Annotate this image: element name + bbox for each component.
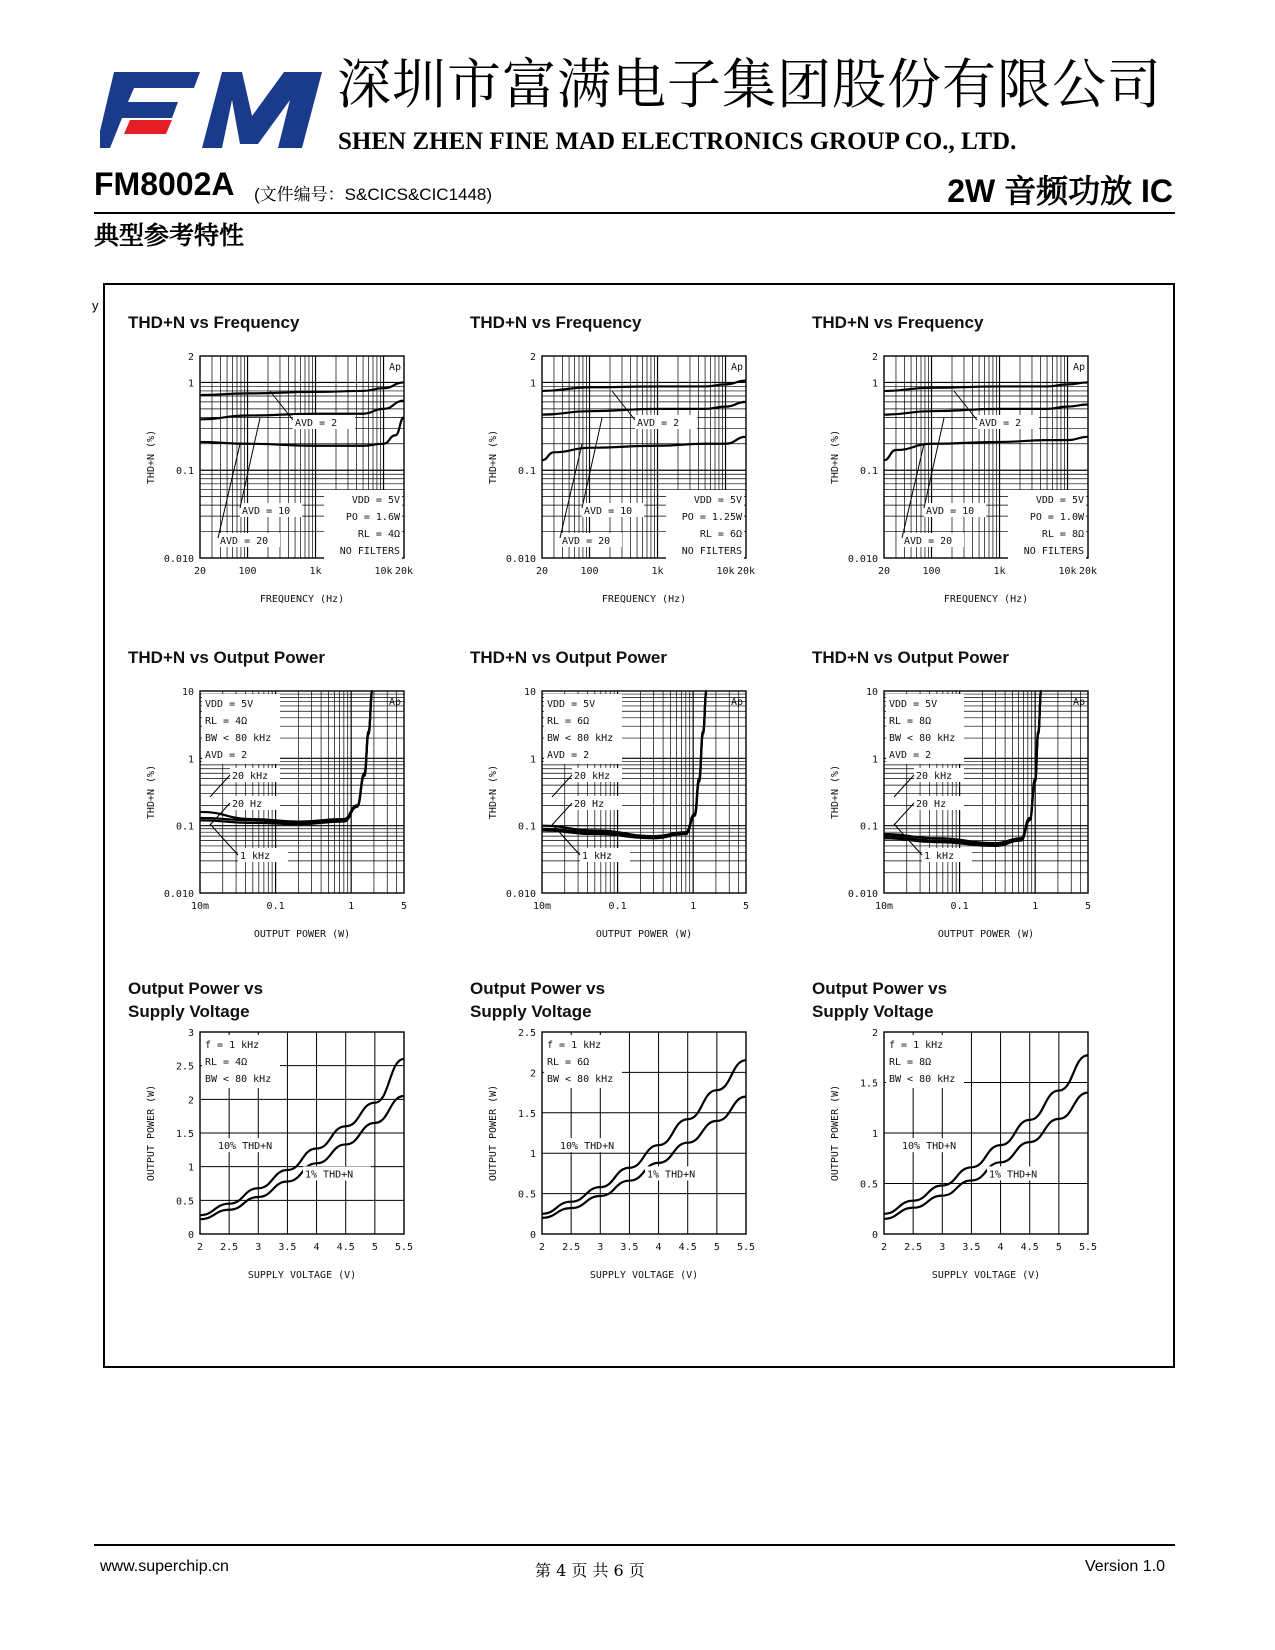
corner-label: Ap [1072,362,1085,373]
annotation-arrow [240,418,260,508]
chart-svg [140,1012,464,1304]
x-tick-label: 1 [690,901,697,912]
x-tick-label: 5.5 [394,1242,414,1253]
series-annotation: 20 Hz [574,799,605,810]
series-annotation: 10% THD+N [902,1141,957,1153]
x-tick-label: 3 [255,1242,262,1253]
y-tick-label: 0 [187,1230,194,1241]
legend-entry: PO = 1.25W [681,512,742,523]
series-annotation: AVD = 10 [926,506,975,517]
section-title: 典型参考特性 [94,221,245,250]
series-annotation: AVD = 2 [637,418,680,429]
y-tick-label: 10 [865,687,878,698]
legend-entry: AVD = 2 [205,750,248,761]
y-tick-label: 0.1 [859,466,878,478]
y-tick-label: 0.010 [163,889,194,900]
x-tick-label: 3 [597,1242,604,1253]
series-annotation: 1% THD+N [989,1169,1038,1181]
y-axis-label: OUTPUT POWER (W) [488,1084,499,1182]
x-tick-label: 20 [535,566,549,577]
y-tick-label: 1 [871,378,878,390]
x-tick-label: 20k [1078,566,1098,577]
chart-svg [482,1012,806,1304]
y-axis-label: THD+N (%) [146,429,157,485]
legend-entry: RL = 8Ω [889,1057,932,1068]
y-tick-label: 2 [529,1068,536,1080]
x-tick-label: 1k [651,566,664,577]
chart-title: THD+N vs Frequency [812,313,984,332]
legend-entry: f = 1 kHz [205,1040,260,1051]
x-axis-label: SUPPLY VOLTAGE (V) [589,1270,699,1281]
legend-entry: VDD = 5V [889,699,938,710]
x-tick-label: 2.5 [562,1242,581,1253]
series-annotation: 1% THD+N [305,1169,354,1181]
x-tick-label: 10m [532,901,552,912]
chart-svg [824,1012,1148,1304]
chart-svg [824,336,1148,628]
y-tick-label: 0.5 [859,1179,878,1191]
legend-entry: f = 1 kHz [547,1040,602,1051]
series-annotation: AVD = 10 [584,506,633,517]
series-annotation: 20 kHz [916,771,953,782]
legend-entry: PO = 1.0W [1029,512,1084,523]
series-line [542,402,746,415]
y-tick-label: 1 [187,754,194,766]
footer-rule [94,1544,1175,1546]
company-name-chinese: 深圳市富满电子集团股份有限公司 [337,53,1162,116]
x-axis-label: OUTPUT POWER (W) [595,929,693,940]
series-annotation: 1 kHz [582,851,613,862]
footer-page-number: 第 4 页 共 6 页 [535,1561,645,1580]
header-rule [94,212,1175,214]
x-tick-label: 0.1 [266,901,285,912]
model-number: FM8002A [94,166,235,202]
x-axis-label: FREQUENCY (Hz) [943,594,1029,605]
series-line [542,437,746,460]
y-tick-label: 3 [187,1028,194,1039]
corner-label: Ap [388,362,401,373]
x-tick-label: 3.5 [620,1242,639,1253]
y-tick-label: 2 [871,1028,878,1039]
corner-label: Ap [1072,697,1085,708]
y-tick-label: 0.1 [175,821,194,833]
x-tick-label: 5 [713,1242,720,1253]
x-tick-label: 4.5 [678,1242,697,1253]
x-tick-label: 5 [742,901,750,912]
x-tick-label: 4.5 [1020,1242,1039,1253]
y-tick-label: 0.010 [163,554,194,565]
x-tick-label: 3 [939,1242,946,1253]
x-tick-label: 100 [580,566,599,577]
x-tick-label: 20k [394,566,414,577]
x-tick-label: 10k [716,566,735,577]
x-tick-label: 10k [1058,566,1077,577]
y-tick-label: 0.5 [517,1189,536,1201]
x-tick-label: 0.1 [608,901,627,912]
legend-entry: f = 1 kHz [889,1040,944,1051]
annotation-arrow [894,803,914,825]
y-tick-label: 1.5 [517,1108,536,1120]
legend-entry: BW < 80 kHz [889,733,956,744]
footer-url[interactable]: www.superchip.cn [100,1558,229,1575]
legend-entry: BW < 80 kHz [889,1074,956,1085]
x-tick-label: 10m [190,901,210,912]
legend-entry: RL = 4Ω [357,529,400,540]
series-annotation: 20 Hz [232,799,263,810]
x-tick-label: 5.5 [1078,1242,1098,1253]
y-tick-label: 2 [529,352,536,363]
x-tick-label: 4 [313,1242,320,1253]
corner-label: Ap [730,362,743,373]
document-number: (文件编号：S&CICS&CIC1448) [254,185,493,204]
x-tick-label: 4 [997,1242,1004,1253]
y-tick-label: 10 [523,687,536,698]
series-annotation: 1 kHz [924,851,955,862]
chart-svg [824,671,1148,963]
series-annotation: AVD = 20 [562,536,611,547]
annotation-arrow [582,418,602,508]
chart-title: Output Power vs Supply Voltage [128,979,264,1021]
legend-entry: RL = 4Ω [205,716,248,727]
x-tick-label: 3.5 [278,1242,297,1253]
chart-title: Output Power vs Supply Voltage [470,979,606,1021]
legend-entry: RL = 6Ω [547,1057,590,1068]
legend-entry: NO FILTERS [681,546,742,557]
y-tick-label: 1 [187,1162,194,1174]
y-tick-label: 0.1 [517,466,536,478]
legend-entry: NO FILTERS [339,546,400,557]
legend-entry: VDD = 5V [547,699,596,710]
x-axis-label: SUPPLY VOLTAGE (V) [247,1270,357,1281]
corner-label: Ap [730,697,743,708]
x-tick-label: 100 [922,566,941,577]
x-tick-label: 1 [348,901,355,912]
x-tick-label: 2.5 [220,1242,239,1253]
footer-version: Version 1.0 [1084,1558,1165,1575]
y-tick-label: 0.010 [847,554,878,565]
x-tick-label: 100 [238,566,257,577]
x-tick-label: 5 [371,1242,378,1253]
annotation-arrow [924,418,944,508]
y-tick-label: 1 [529,378,536,390]
x-tick-label: 0.1 [950,901,969,912]
company-logo [100,72,322,148]
product-title: 2W 音频功放 IC [947,173,1173,209]
y-tick-label: 1 [871,1129,878,1140]
x-tick-label: 5 [400,901,408,912]
x-tick-label: 5 [1084,901,1092,912]
annotation-arrow [954,391,977,420]
legend-entry: BW < 80 kHz [205,733,272,744]
legend-entry: VDD = 5V [205,699,254,710]
legend-entry: VDD = 5V [693,495,742,506]
legend-entry: RL = 8Ω [889,716,932,727]
y-tick-label: 2.5 [517,1028,536,1039]
y-tick-label: 2 [871,352,878,363]
legend-entry: RL = 6Ω [699,529,742,540]
x-axis-label: OUTPUT POWER (W) [937,929,1035,940]
chart-title-line2: Supply Voltage [812,1001,934,1021]
x-tick-label: 1k [993,566,1006,577]
annotation-arrow [552,803,572,825]
y-tick-label: 0.1 [859,821,878,833]
legend-entry: BW < 80 kHz [205,1074,272,1085]
chart-title: THD+N vs Output Power [470,648,667,667]
series-annotation: 1% THD+N [647,1169,696,1181]
y-tick-label: 0.010 [505,554,536,565]
x-tick-label: 4.5 [336,1242,355,1253]
legend-entry: NO FILTERS [1023,546,1084,557]
y-axis-label: OUTPUT POWER (W) [146,1084,157,1182]
series-annotation: AVD = 2 [295,418,338,429]
y-tick-label: 2.5 [175,1061,194,1073]
stray-glyph: y [92,298,99,313]
x-tick-label: 5 [1055,1242,1062,1253]
legend-entry: BW < 80 kHz [547,1074,614,1085]
y-tick-label: 0.1 [175,466,194,478]
x-tick-label: 3.5 [962,1242,981,1253]
y-axis-label: THD+N (%) [146,764,157,820]
x-tick-label: 2 [880,1242,888,1253]
x-tick-label: 4 [655,1242,662,1253]
chart-svg [482,336,806,628]
company-name-english: SHEN ZHEN FINE MAD ELECTRONICS GROUP CO., LTD. [338,128,1017,155]
x-tick-label: 10m [874,901,894,912]
annotation-arrow [612,391,635,420]
chart-svg [140,336,464,628]
x-tick-label: 2 [196,1242,204,1253]
chart-svg [140,671,464,963]
y-tick-label: 1 [187,378,194,390]
chart-title: THD+N vs Frequency [470,313,642,332]
x-tick-label: 2 [538,1242,546,1253]
series-line [884,437,1088,460]
y-tick-label: 2 [187,1095,194,1107]
series-annotation: AVD = 2 [979,418,1022,429]
x-tick-label: 10k [374,566,393,577]
y-tick-label: 1 [529,754,536,766]
legend-entry: RL = 8Ω [1041,529,1084,540]
chart-svg [482,671,806,963]
series-annotation: 1 kHz [240,851,271,862]
y-tick-label: 1 [871,754,878,766]
chart-title-line2: Supply Voltage [128,1001,250,1021]
y-tick-label: 1.5 [859,1078,878,1090]
y-axis-label: THD+N (%) [830,764,841,820]
series-annotation: 20 kHz [574,771,611,782]
y-tick-label: 0 [529,1230,536,1241]
x-tick-label: 1k [309,566,322,577]
chart-title: Output Power vs Supply Voltage [812,979,948,1021]
legend-entry: PO = 1.6W [345,512,400,523]
series-annotation: 20 Hz [916,799,947,810]
legend-entry: AVD = 2 [547,750,590,761]
y-tick-label: 0.010 [847,889,878,900]
x-tick-label: 20 [193,566,207,577]
x-tick-label: 5.5 [736,1242,756,1253]
x-axis-label: OUTPUT POWER (W) [253,929,351,940]
legend-entry: AVD = 2 [889,750,932,761]
series-annotation: AVD = 20 [220,536,269,547]
x-axis-label: SUPPLY VOLTAGE (V) [931,1270,1041,1281]
chart-title-line2: Supply Voltage [470,1001,592,1021]
y-tick-label: 10 [181,687,194,698]
chart-title: THD+N vs Output Power [812,648,1009,667]
chart-title: THD+N vs Output Power [128,648,325,667]
x-tick-label: 20 [877,566,891,577]
y-tick-label: 0.010 [505,889,536,900]
series-line [884,405,1088,415]
legend-entry: VDD = 5V [1035,495,1084,506]
corner-label: Ap [388,697,401,708]
series-annotation: 10% THD+N [218,1141,273,1153]
series-annotation: AVD = 20 [904,536,953,547]
y-tick-label: 1.5 [175,1129,194,1140]
legend-entry: RL = 4Ω [205,1057,248,1068]
series-line [200,382,404,395]
x-axis-label: FREQUENCY (Hz) [259,594,345,605]
series-annotation: AVD = 10 [242,506,291,517]
series-annotation: 10% THD+N [560,1141,615,1153]
x-tick-label: 1 [1032,901,1039,912]
x-axis-label: FREQUENCY (Hz) [601,594,687,605]
y-axis-label: THD+N (%) [488,429,499,485]
x-tick-label: 20k [736,566,756,577]
y-axis-label: OUTPUT POWER (W) [830,1084,841,1182]
legend-entry: VDD = 5V [351,495,400,506]
legend-entry: BW < 80 kHz [547,733,614,744]
legend-entry: RL = 6Ω [547,716,590,727]
y-tick-label: 1 [529,1149,536,1161]
y-axis-label: THD+N (%) [830,429,841,485]
y-tick-label: 0 [871,1230,878,1241]
y-tick-label: 0.5 [175,1196,194,1208]
y-axis-label: THD+N (%) [488,764,499,820]
chart-title: THD+N vs Frequency [128,313,300,332]
series-annotation: 20 kHz [232,771,269,782]
y-tick-label: 2 [187,352,194,363]
y-tick-label: 0.1 [517,821,536,833]
x-tick-label: 2.5 [904,1242,923,1253]
